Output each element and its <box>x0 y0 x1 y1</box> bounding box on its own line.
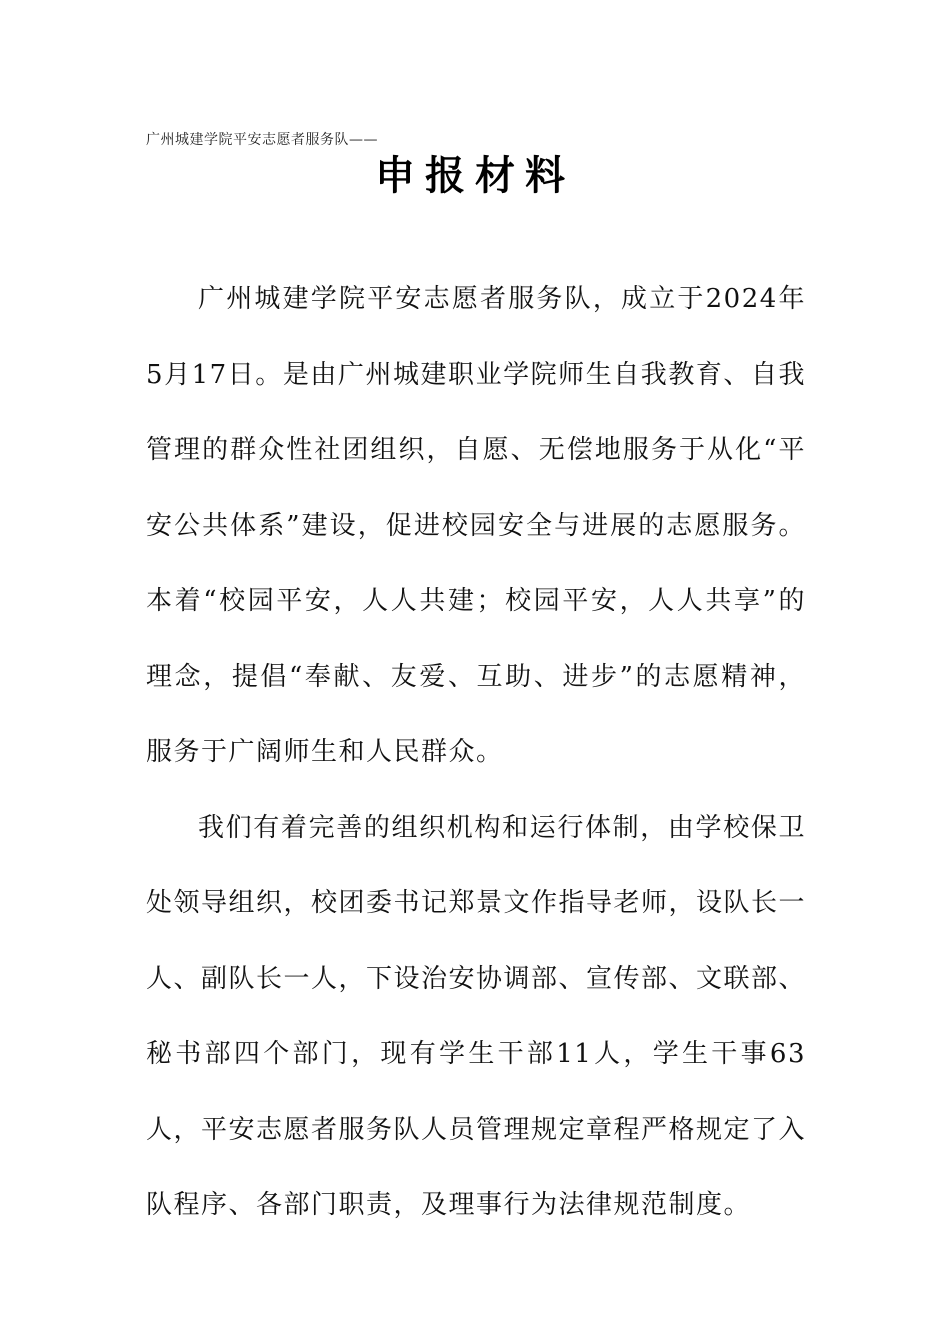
header-note: 广州城建学院平安志愿者服务队—— <box>146 132 378 148</box>
paragraph-intro: 广州城建学院平安志愿者服务队，成立于2024年5月17日。是由广州城建职业学院师生自我教育、自我管理的群众性社团组织，自愿、无偿地服务于从化“平安公共体系”建设，促进校园安全与进展的志愿服务。本着“校园平安，人人共建；校园平安，人人共享”的理念，提倡“奉献、友爱、互助、进步”的志愿精神，服务于广阔师生和人民群众。 <box>146 284 806 767</box>
document-title: 申报材料 <box>375 152 575 199</box>
paragraph-organization: 我们有着完善的组织机构和运行体制，由学校保卫处领导组织，校团委书记郑景文作指导老师，设队长一人、副队长一人，下设治安协调部、宣传部、文联部、秘书部四个部门，现有学生干部11人，学生干事63人，平安志愿者服务队人员管理规定章程严格规定了入队程序、各部门职责，及理事行为法律规范制度。 <box>146 812 807 1220</box>
document-body <box>146 262 806 1244</box>
